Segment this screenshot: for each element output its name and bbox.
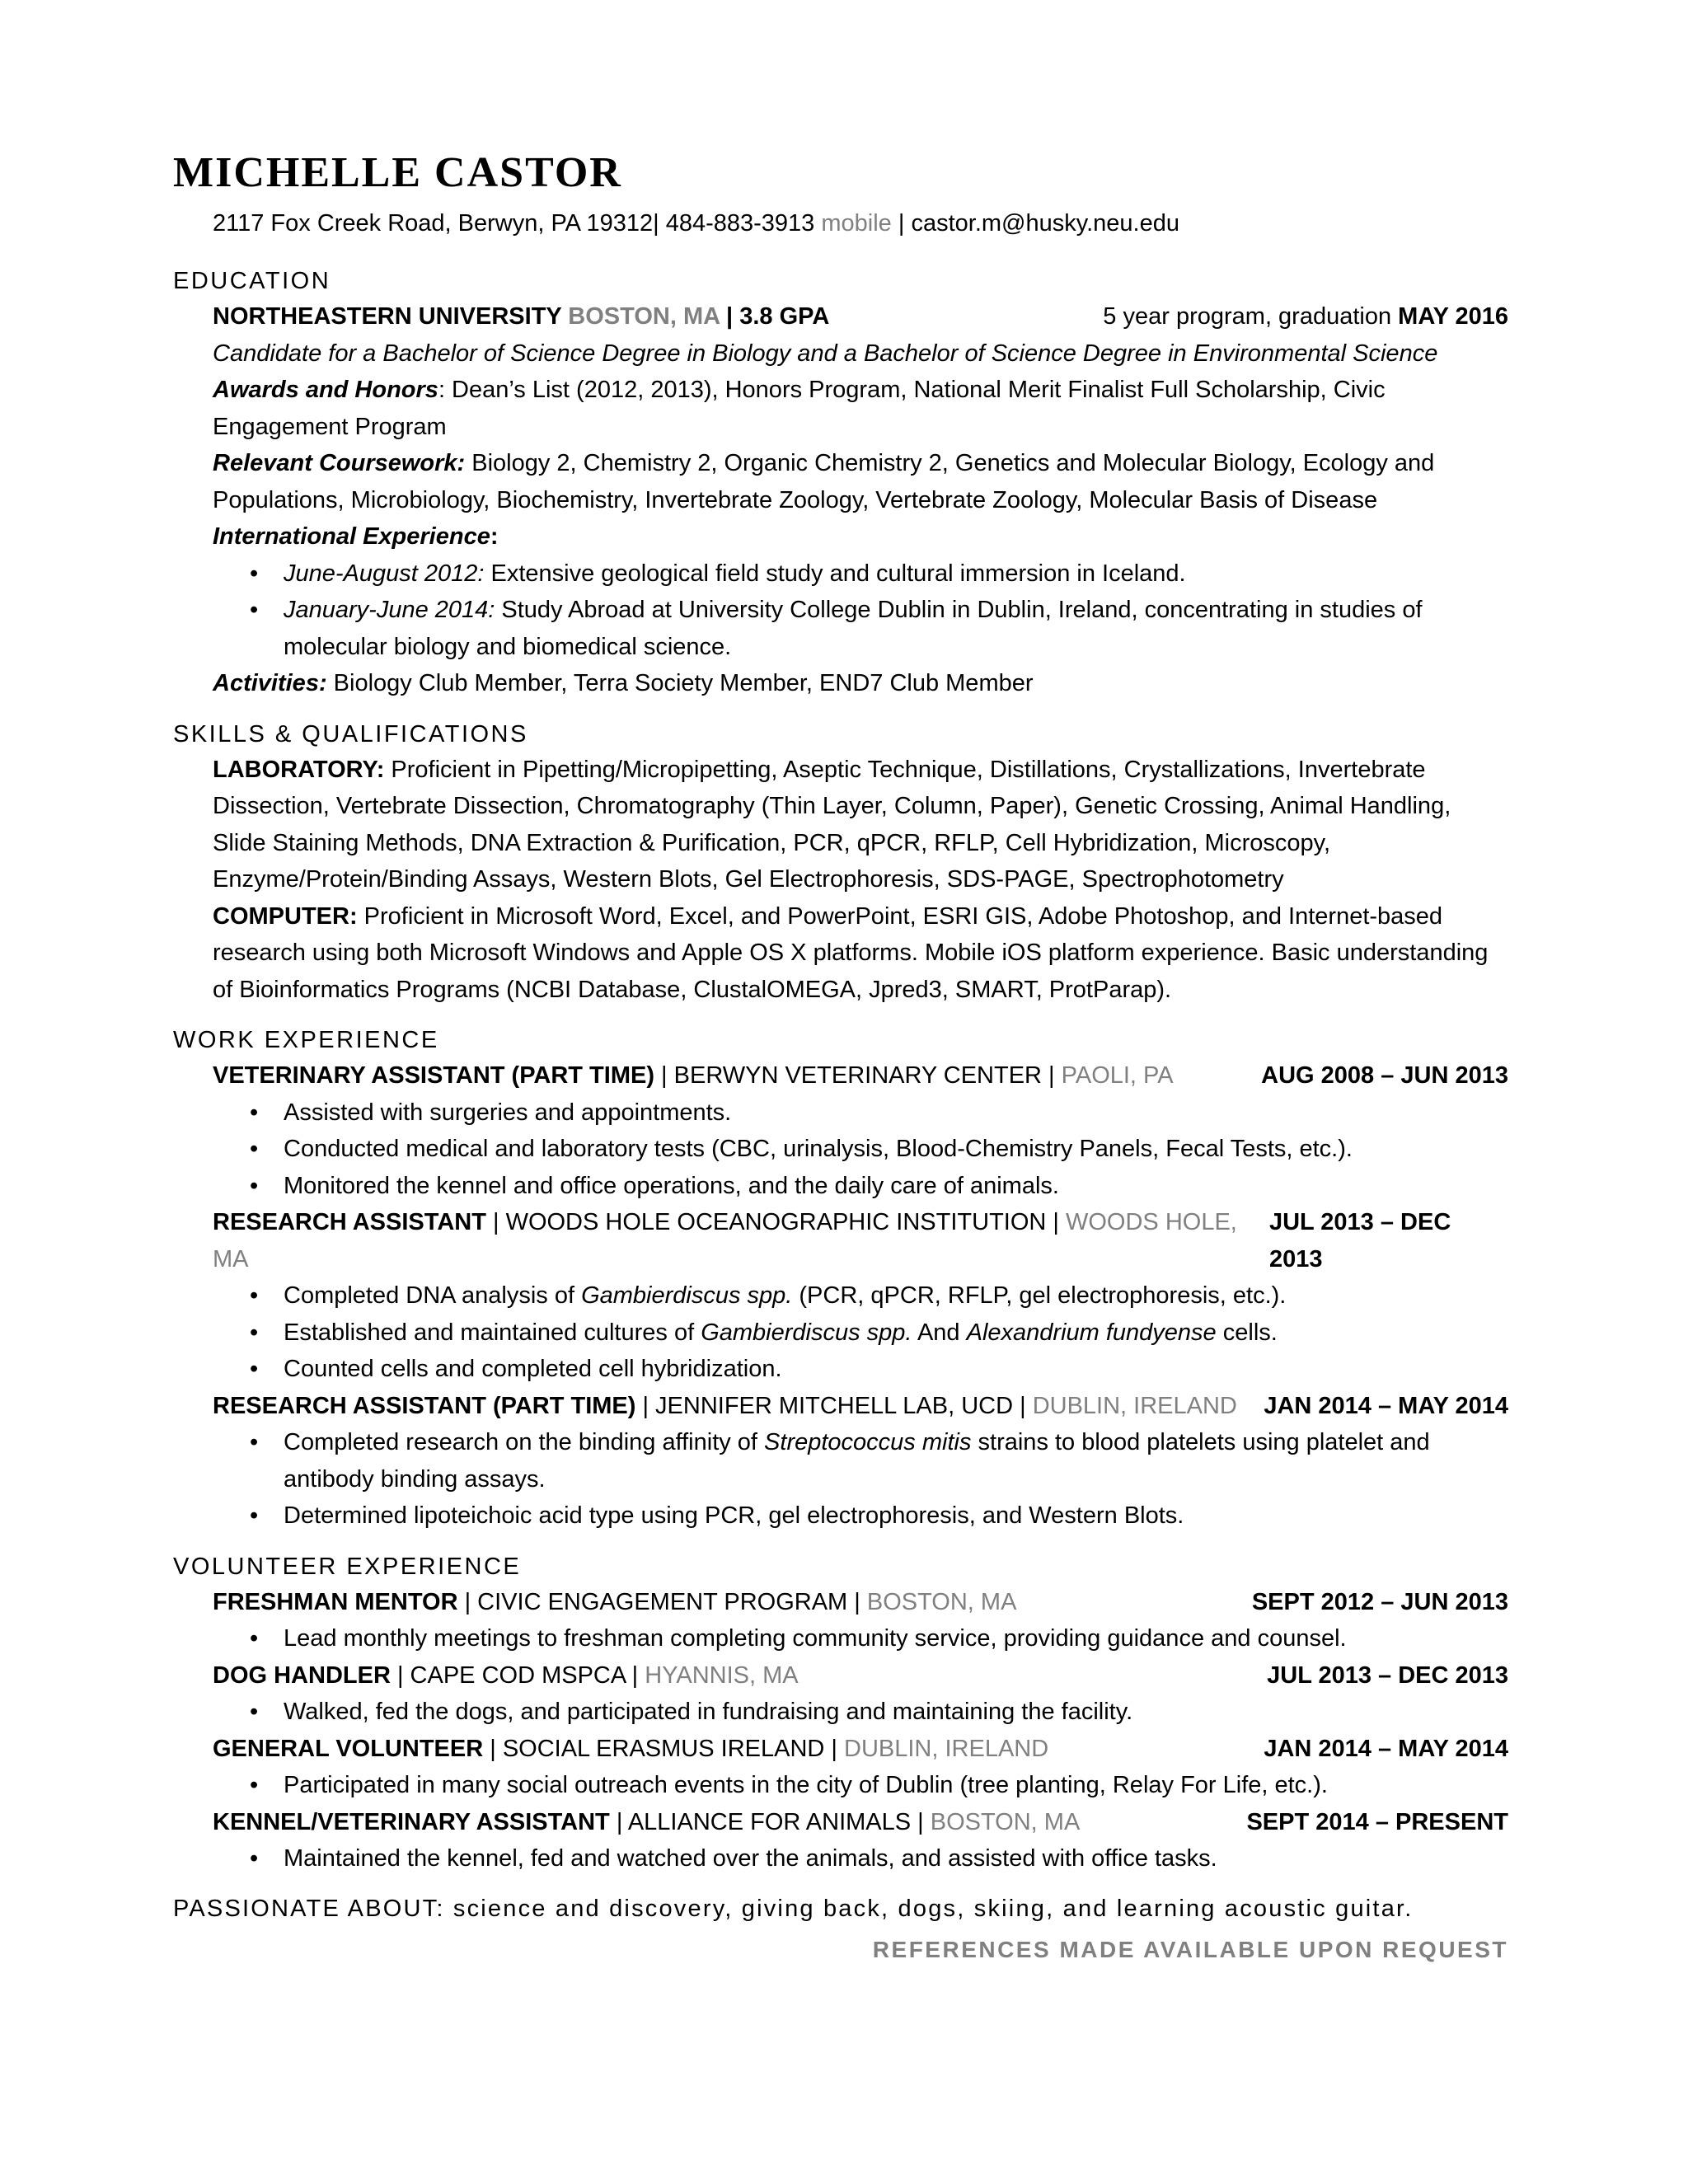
international: [213, 518, 1508, 555]
volunteer-header: [213, 1804, 1508, 1841]
list-item: [213, 555, 1508, 593]
work-heading: WORK EXPERIENCE: [173, 1027, 439, 1053]
program-text: 5 year program, graduation: [1103, 303, 1399, 330]
lab-label: LABORATORY:: [213, 756, 385, 783]
species: Alexandrium fundyense: [966, 1319, 1217, 1346]
list-item: [213, 1424, 1508, 1497]
volunteer-1-bullets: [213, 1620, 1508, 1657]
list-item: • Lead monthly meetings to freshman completing community service, providing guidance and counsel.: [213, 1620, 1508, 1657]
volunteer-dates: JUL 2013 – DEC 2013: [1267, 1661, 1508, 1689]
skills-section: [213, 752, 1508, 1009]
job-org: | BERWYN VETERINARY CENTER |: [654, 1062, 1062, 1089]
list-item: • Monitored the kennel and office operations, and the daily care of animals.: [213, 1168, 1508, 1205]
job-header: [213, 1057, 1508, 1094]
volunteer-dates: JAN 2014 – MAY 2014: [1264, 1735, 1508, 1762]
job-2: [213, 1204, 1508, 1277]
school-name: NORTHEASTERN UNIVERSITY: [213, 303, 562, 330]
volunteer-3: [213, 1731, 1508, 1768]
activities-label: Activities:: [213, 670, 327, 696]
school-location: BOSTON, MA: [561, 303, 720, 330]
volunteer-org: | CIVIC ENGAGEMENT PROGRAM |: [457, 1588, 867, 1615]
volunteer-2-bullets: [213, 1694, 1508, 1731]
volunteer-org: | CAPE COD MSPCA |: [390, 1661, 645, 1689]
intl-list: [213, 555, 1508, 666]
list-item: • Maintained the kennel, fed and watched over the animals, and assisted with office tasks.: [213, 1840, 1508, 1877]
job-3: [213, 1388, 1508, 1425]
references-note: REFERENCES MADE AVAILABLE UPON REQUEST: [872, 1936, 1508, 1962]
school-row: [213, 298, 1508, 335]
job-dates: AUG 2008 – JUN 2013: [1261, 1062, 1508, 1089]
volunteer-header: [213, 1584, 1508, 1621]
education-heading: EDUCATION: [173, 268, 331, 294]
lab-text: Proficient in Pipetting/Micropipetting, Aseptic Technique, Distillations, Crystallizations, Invertebrate Dissection, Vertebrate Dissection, Chromatography (Thin Layer, Column, Paper), Genetic Crossing, Animal Handling, Slide Staining Methods, DNA Extraction & Purification, PCR, qPCR, RFLP, Cell Hybridization, Microscopy, Enzyme/Protein/Binding Assays, Western Blots, Gel Electrophoresis, SDS-PAGE, Spectrophotometry: [213, 756, 1451, 893]
list-item: [213, 1315, 1508, 1352]
species: Gambierdiscus spp.: [701, 1319, 912, 1346]
volunteer-2: [213, 1657, 1508, 1694]
volunteer-org: | SOCIAL ERASMUS IRELAND |: [483, 1735, 844, 1762]
list-item: • Participated in many social outreach events in the city of Dublin (tree planting, Relay For Life, etc.).: [213, 1767, 1508, 1804]
job-header: [213, 1388, 1508, 1425]
job-1: [213, 1057, 1508, 1094]
computer-text: Proficient in Microsoft Word, Excel, and PowerPoint, ESRI GIS, Adobe Photoshop, and Internet-based research using both Microsoft Windows and Apple OS X platforms. Mobile iOS platform experience. Basic understanding of Bioinformatics Programs (NCBI Database, ClustalOMEGA, Jpred3, SMART, ProtParap).: [213, 902, 1489, 1003]
list-item: • Counted cells and completed cell hybridization.: [213, 1351, 1508, 1388]
job-location: WOODS HOLE, MA: [213, 1209, 1237, 1272]
computer-label: COMPUTER:: [213, 902, 358, 930]
lab-skills: [213, 752, 1508, 898]
job-role: RESEARCH ASSISTANT (PART TIME): [213, 1392, 636, 1419]
list-item: • Determined lipoteichoic acid type using PCR, gel electrophoresis, and Western Blots.: [213, 1497, 1508, 1535]
list-item: • Assisted with surgeries and appointments.: [213, 1094, 1508, 1132]
intl-colon: :: [490, 523, 499, 550]
graduation-date: MAY 2016: [1398, 303, 1508, 330]
awards-text: : Dean’s List (2012, 2013), Honors Program, National Merit Finalist Full Scholarship, Civic Engagement Program: [213, 377, 1386, 440]
volunteer-dates: SEPT 2012 – JUN 2013: [1251, 1588, 1508, 1615]
job-role: RESEARCH ASSISTANT: [213, 1209, 486, 1235]
job-location: DUBLIN, IRELAND: [1032, 1392, 1237, 1419]
text: Completed DNA analysis of: [284, 1282, 582, 1309]
species: Streptococcus mitis: [764, 1429, 972, 1455]
job-org: | JENNIFER MITCHELL LAB, UCD |: [635, 1392, 1033, 1419]
intl-date: January-June 2014:: [284, 597, 495, 623]
volunteer-3-bullets: [213, 1767, 1508, 1804]
job-dates: JUL 2013 – DEC 2013: [1268, 1209, 1451, 1272]
job-location: PAOLI, PA: [1061, 1062, 1174, 1089]
volunteer-role: FRESHMAN MENTOR: [213, 1588, 458, 1615]
activities-text: Biology Club Member, Terra Society Member, END7 Club Member: [326, 670, 1034, 696]
intl-date: June-August 2012:: [284, 560, 485, 587]
job-role: VETERINARY ASSISTANT (PART TIME): [213, 1062, 654, 1089]
degree: Candidate for a Bachelor of Science Degree in Biology and a Bachelor of Science Degree in Environmental Science: [213, 340, 1438, 367]
awards: [213, 372, 1508, 445]
volunteer-header: [213, 1657, 1508, 1694]
mobile-label: mobile: [821, 210, 892, 237]
volunteer-org: | ALLIANCE FOR ANIMALS |: [609, 1808, 931, 1835]
skills-heading: SKILLS & QUALIFICATIONS: [173, 720, 528, 748]
list-item: • Conducted medical and laboratory tests (CBC, urinalysis, Blood-Chemistry Panels, Fecal Tests, etc.).: [213, 1131, 1508, 1168]
resume-page: [173, 148, 1508, 1968]
intl-text: Study Abroad at University College Dublin in Dublin, Ireland, concentrating in studies of molecular biology and biomedical science.: [284, 597, 1423, 660]
text: Established and maintained cultures of: [284, 1319, 701, 1346]
text: Completed research on the binding affinity of: [284, 1429, 765, 1455]
volunteer-role: DOG HANDLER: [213, 1661, 391, 1689]
education-section: [213, 298, 1508, 555]
job-header: [213, 1204, 1508, 1277]
awards-label: Awards and Honors: [213, 377, 438, 403]
volunteer-4: [213, 1804, 1508, 1841]
species: Gambierdiscus spp.: [581, 1282, 793, 1309]
volunteer-dates: SEPT 2014 – PRESENT: [1246, 1808, 1508, 1835]
volunteer-role: GENERAL VOLUNTEER: [213, 1735, 484, 1762]
intl-text: Extensive geological field study and cultural immersion in Iceland.: [484, 560, 1186, 587]
candidate-name: MICHELLE CASTOR: [173, 149, 622, 196]
coursework-label: Relevant Coursework:: [213, 450, 466, 476]
text: (PCR, qPCR, RFLP, gel electrophoresis, etc.).: [792, 1282, 1287, 1309]
volunteer-location: BOSTON, MA: [930, 1808, 1081, 1835]
coursework-text: Biology 2, Chemistry 2, Organic Chemistry 2, Genetics and Molecular Biology, Ecology and Populations, Microbiology, Biochemistry, Invertebrate Zoology, Vertebrate Zoology, Molecular Basis of Disease: [213, 450, 1435, 513]
volunteer-header: [213, 1731, 1508, 1768]
list-item: [213, 1277, 1508, 1315]
computer-skills: [213, 898, 1508, 1009]
text: cells.: [1216, 1319, 1278, 1346]
volunteer-1: [213, 1584, 1508, 1621]
activities: [213, 665, 1508, 702]
passionate-about: PASSIONATE ABOUT: science and discovery, giving back, dogs, skiing, and learning acoustic guitar.: [173, 1895, 1414, 1922]
text: And: [912, 1319, 967, 1346]
coursework: [213, 445, 1508, 518]
job-3-bullets: [213, 1424, 1508, 1535]
address-phone: 2117 Fox Creek Road, Berwyn, PA 19312| 484-883-3913: [213, 210, 822, 237]
job-1-bullets: [213, 1094, 1508, 1205]
volunteer-location: HYANNIS, MA: [645, 1661, 799, 1689]
job-dates: JAN 2014 – MAY 2014: [1264, 1392, 1508, 1419]
volunteer-4-bullets: [213, 1840, 1508, 1877]
volunteer-location: BOSTON, MA: [866, 1588, 1017, 1615]
volunteer-role: KENNEL/VETERINARY ASSISTANT: [213, 1808, 610, 1835]
list-item: [213, 592, 1508, 665]
job-org: | WOODS HOLE OCEANOGRAPHIC INSTITUTION |: [485, 1209, 1066, 1235]
intl-label: International Experience: [213, 523, 490, 550]
gpa: | 3.8 GPA: [719, 303, 830, 330]
email: | castor.m@husky.neu.edu: [891, 210, 1179, 237]
volunteer-heading: VOLUNTEER EXPERIENCE: [173, 1553, 522, 1580]
list-item: • Walked, fed the dogs, and participated in fundraising and maintaining the facility.: [213, 1694, 1508, 1731]
job-2-bullets: [213, 1277, 1508, 1388]
contact-line: [213, 206, 1508, 241]
text: strains to blood platelets using platelet and antibody binding assays.: [284, 1429, 1430, 1493]
volunteer-location: DUBLIN, IRELAND: [844, 1735, 1049, 1762]
